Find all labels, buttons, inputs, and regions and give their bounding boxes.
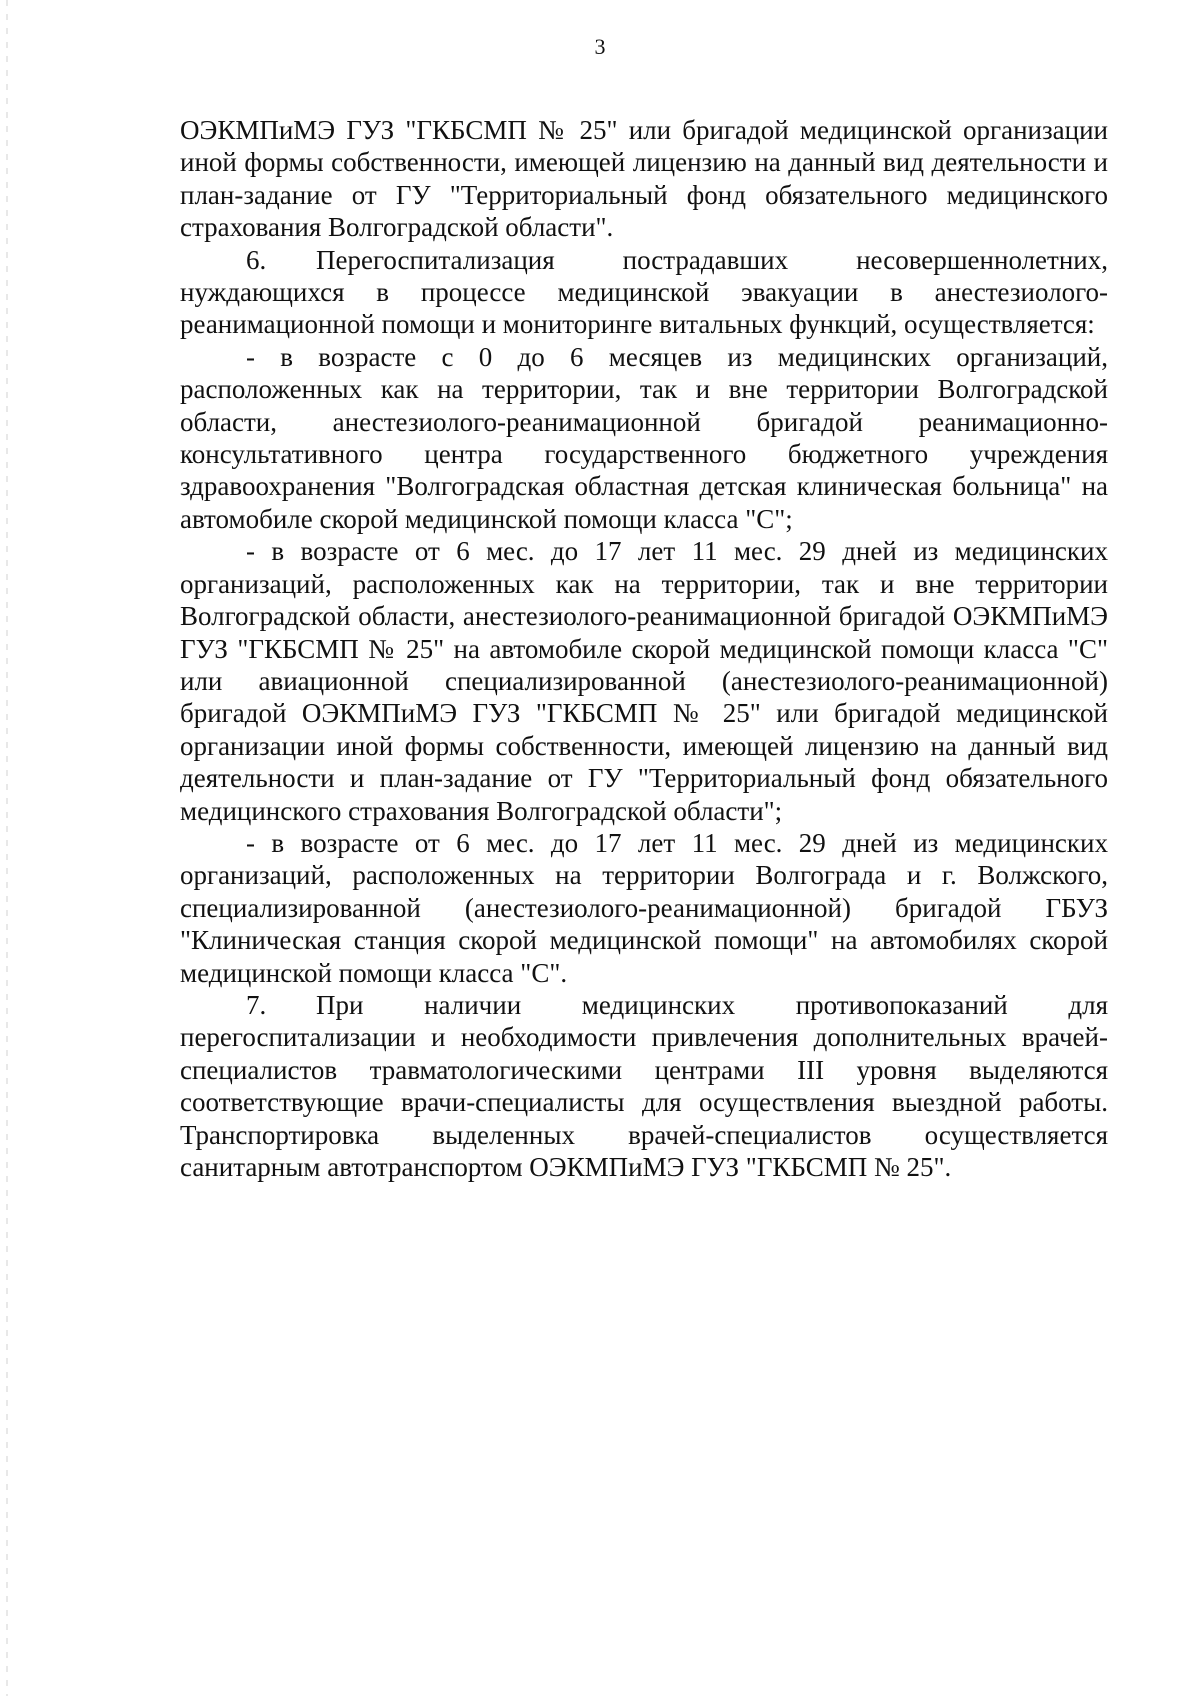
list-item-volgograd-volzhsky xyxy=(180,827,1108,989)
paragraph-number: 7. xyxy=(246,989,267,1020)
document-body xyxy=(180,114,1108,1183)
page-number: 3 xyxy=(594,34,606,59)
paragraph-item-6 xyxy=(180,244,1108,341)
list-item-age-6-months-17-years xyxy=(180,535,1108,827)
paragraph-text: - в возрасте от 6 мес. до 17 лет 11 мес. 29 дней из медицинских организаций, расположенных на территории Волгограда и г. Волжского, специализированной (анестезиолого-реанимационной) бригадой ГБУЗ "Клиническая станция скорой медицинской помощи" на автомобилях скорой медицинской помощи класса "С". xyxy=(180,827,1108,988)
paragraph-text: - в возрасте от 6 мес. до 17 лет 11 мес. 29 дней из медицинских организаций, расположенных как на территории, так и вне территории Волгоградской области, анестезиолого-реанимационной бригадой ОЭКМПиМЭ ГУЗ "ГКБСМП № 25" на автомобиле скорой медицинской помощи класса "С" или авиационной специализированной (анестезиолого-реанимационной) бригадой ОЭКМПиМЭ ГУЗ "ГКБСМП № 25" или бригадой медицинской организации иной формы собственности, имеющей лицензию на данный вид деятельности и план-задание от ГУ "Территориальный фонд обязательного медицинского страхования Волгоградской области"; xyxy=(180,536,1108,826)
paragraph-text: Перегоспитализация пострадавших несовершеннолетних, нуждающихся в процессе медицинской эвакуации в анестезиолого-реанимационной помощи и мониторинге витальных функций, осуществляется: xyxy=(180,244,1108,340)
paragraph-continuation xyxy=(180,114,1108,244)
list-item-age-0-6-months xyxy=(180,341,1108,535)
paragraph-text: ОЭКМПиМЭ ГУЗ "ГКБСМП № 25" или бригадой медицинской организации иной формы собственности, имеющей лицензию на данный вид деятельности и план-задание от ГУ "Территориальный фонд обязательного медицинского страхования Волгоградской области". xyxy=(180,115,1108,243)
paragraph-item-7 xyxy=(180,989,1108,1183)
paragraph-text: - в возрасте с 0 до 6 месяцев из медицинских организаций, расположенных как на территории, так и вне территории Волгоградской области, анестезиолого-реанимационной бригадой реанимационно-консультативного центра государственного бюджетного учреждения здравоохранения "Волгоградская областная детская клиническая больница" на автомобиле скорой медицинской помощи класса "С"; xyxy=(180,341,1108,534)
paragraph-number: 6. xyxy=(246,244,267,275)
paragraph-text: При наличии медицинских противопоказаний для перегоспитализации и необходимости привлечения дополнительных врачей-специалистов травматологическими центрами III уровня выделяются соответствующие врачи-специалисты для осуществления выездной работы. Транспортировка выделенных врачей-специалистов осуществляется санитарным автотранспортом ОЭКМПиМЭ ГУЗ "ГКБСМП № 25". xyxy=(180,989,1108,1182)
scan-edge-marks xyxy=(6,0,8,1696)
